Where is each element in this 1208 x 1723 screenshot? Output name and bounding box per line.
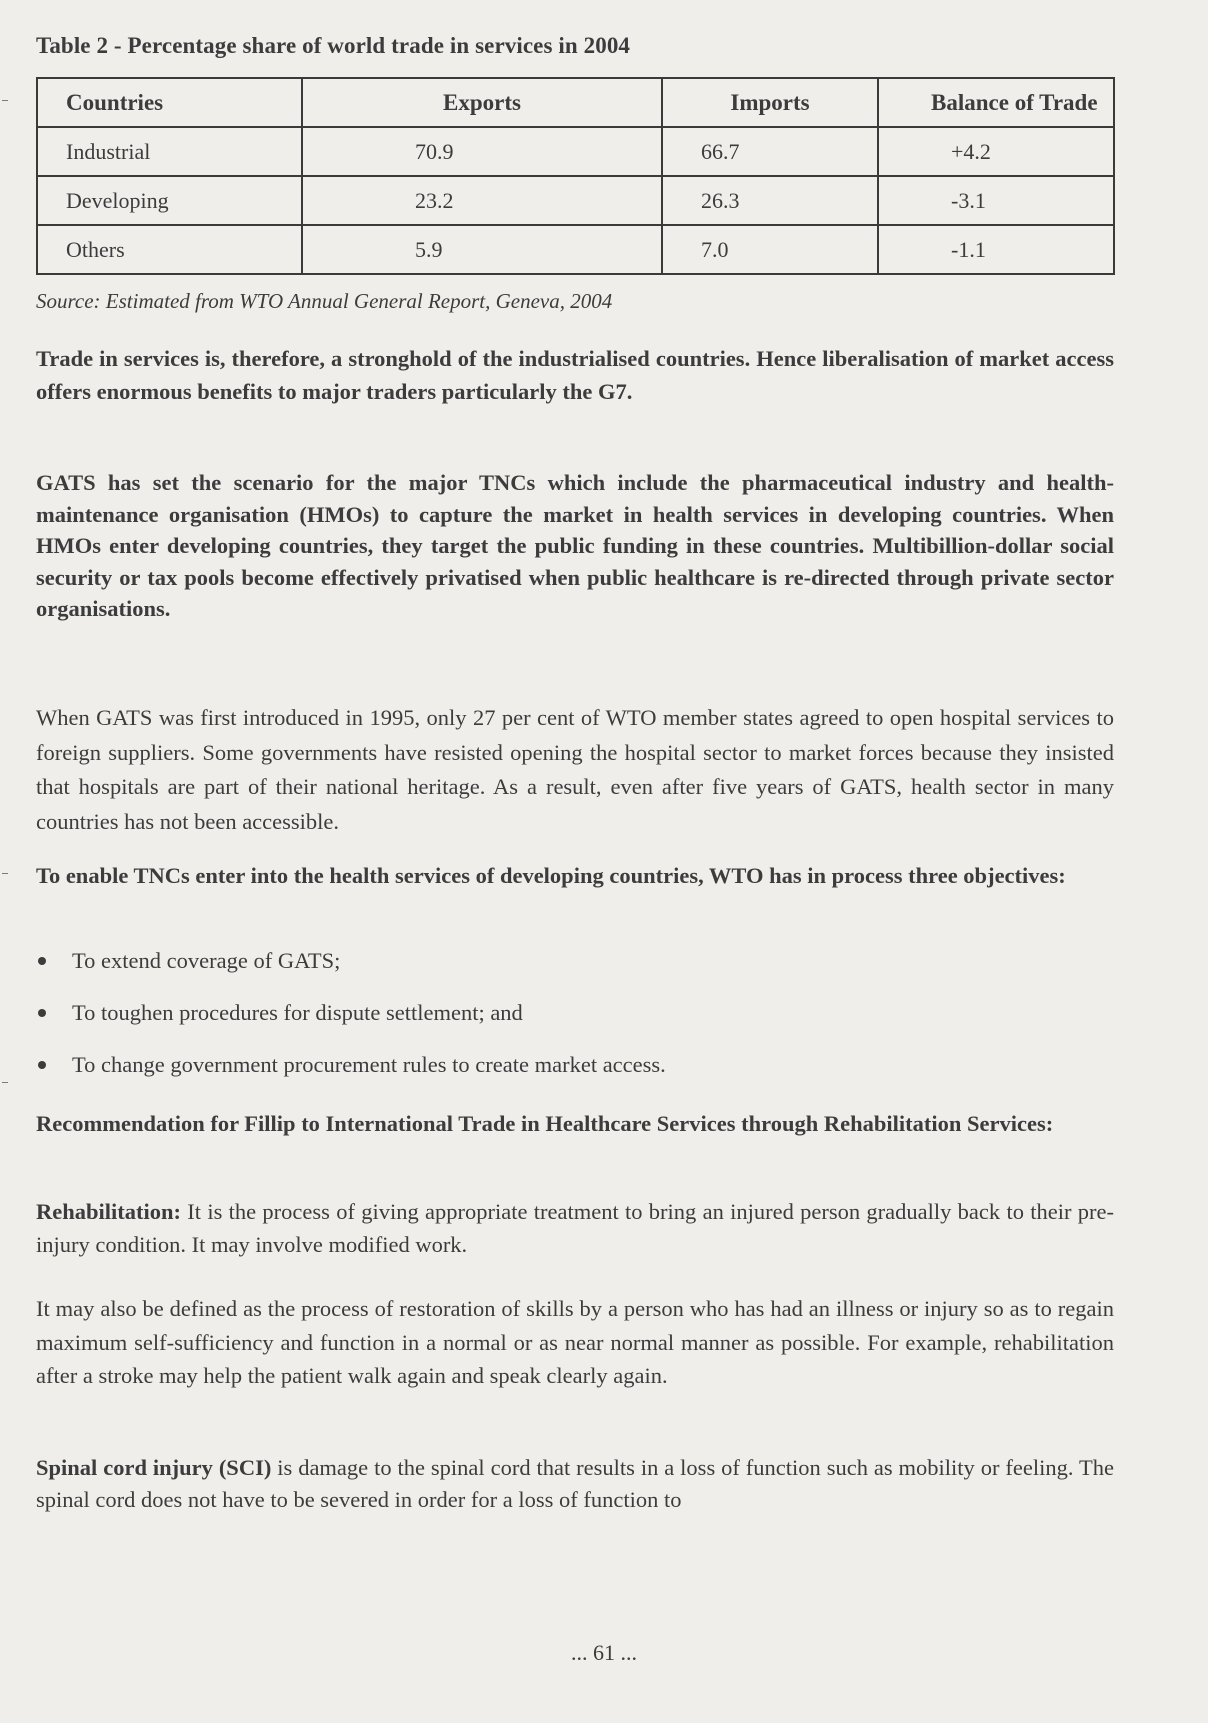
paragraph-trade-stronghold: Trade in services is, therefore, a stronghold of the industrialised countries. Hence liberalisation of market access offers enormous benefits to major traders particularly the G7.: [36, 346, 1114, 404]
paragraph-gats-scenario: GATS has set the scenario for the major TNCs which include the pharmaceutical industry and health-maintenance organisation (HMOs) to capture the market in health services in developing countries. When HMOs enter developing countries, they target the public funding in these countries. Multibillion-dollar social security or tax pools become effectively privatised when public healthcare is re-directed through private sector organisations.: [36, 470, 1114, 621]
page-number: ... 61 ...: [571, 1640, 637, 1665]
cell-imports: 26.3: [662, 176, 878, 225]
table-header-row: [37, 78, 1114, 127]
column-header-countries: Countries: [37, 78, 302, 127]
cell-exports: 70.9: [302, 127, 662, 176]
column-header-balance: Balance of Trade: [878, 78, 1114, 127]
cell-exports: 23.2: [302, 176, 662, 225]
table-title: Table 2 - Percentage share of world trade in services in 2004: [36, 33, 631, 58]
list-item-text: To change government procurement rules to create market access.: [72, 1052, 666, 1077]
list-item-text: To toughen procedures for dispute settlement; and: [72, 1000, 523, 1025]
list-item: [36, 1000, 523, 1026]
column-header-exports: Exports: [302, 78, 662, 127]
cell-imports: 66.7: [662, 127, 878, 176]
scan-edge-mark: [2, 100, 8, 101]
list-item-text: To extend coverage of GATS;: [72, 948, 341, 973]
table-source-note: Source: Estimated from WTO Annual General Report, Geneva, 2004: [36, 289, 613, 313]
trade-table: [36, 77, 1115, 275]
table-row: [37, 225, 1114, 274]
term-sci: Spinal cord injury (SCI): [36, 1455, 272, 1480]
cell-country: Developing: [37, 176, 302, 225]
cell-country: Industrial: [37, 127, 302, 176]
cell-imports: 7.0: [662, 225, 878, 274]
paragraph-gats-introduced: When GATS was first introduced in 1995, only 27 per cent of WTO member states agreed to open hospital services to foreign suppliers. Some governments have resisted opening the hospital sector to market forces because they insisted that hospitals are part of their national heritage. As a result, even after five years of GATS, health sector in many countries has not been accessible.: [36, 705, 1114, 834]
section-heading-recommendation: Recommendation for Fillip to International Trade in Healthcare Services through Rehabilitation Services:: [36, 1111, 1054, 1136]
paragraph-spinal-cord-injury: [36, 1452, 1114, 1516]
bullet-icon: [38, 957, 46, 965]
cell-balance: -1.1: [878, 225, 1114, 274]
cell-balance: +4.2: [878, 127, 1114, 176]
scan-edge-mark: [2, 1082, 8, 1083]
paragraph-rehabilitation-alt-definition: It may also be defined as the process of restoration of skills by a person who has had an illness or injury so as to regain maximum self-sufficiency and function in a normal or as near normal manner as possible. For example, rehabilitation after a stroke may help the patient walk again and speak clearly again.: [36, 1296, 1114, 1388]
column-header-imports: Imports: [662, 78, 878, 127]
table-row: [37, 176, 1114, 225]
term-rehabilitation: Rehabilitation:: [36, 1199, 182, 1224]
table-row: [37, 127, 1114, 176]
paragraph-wto-objectives: To enable TNCs enter into the health services of developing countries, WTO has in process three objectives:: [36, 863, 1066, 888]
cell-country: Others: [37, 225, 302, 274]
bullet-icon: [38, 1061, 46, 1069]
bullet-icon: [38, 1009, 46, 1017]
rehabilitation-definition-text: It is the process of giving appropriate treatment to bring an injured person gradually back to their pre-injury condition. It may involve modified work.: [36, 1199, 1114, 1257]
list-item: [36, 1052, 666, 1078]
cell-exports: 5.9: [302, 225, 662, 274]
sci-definition-text: is damage to the spinal cord that results in a loss of function such as mobility or feeling. The spinal cord does not have to be severed in order for a loss of function to: [36, 1455, 1114, 1512]
cell-balance: -3.1: [878, 176, 1114, 225]
paragraph-rehabilitation-definition: [36, 1195, 1114, 1261]
scan-edge-mark: [2, 873, 8, 874]
list-item: [36, 948, 340, 974]
